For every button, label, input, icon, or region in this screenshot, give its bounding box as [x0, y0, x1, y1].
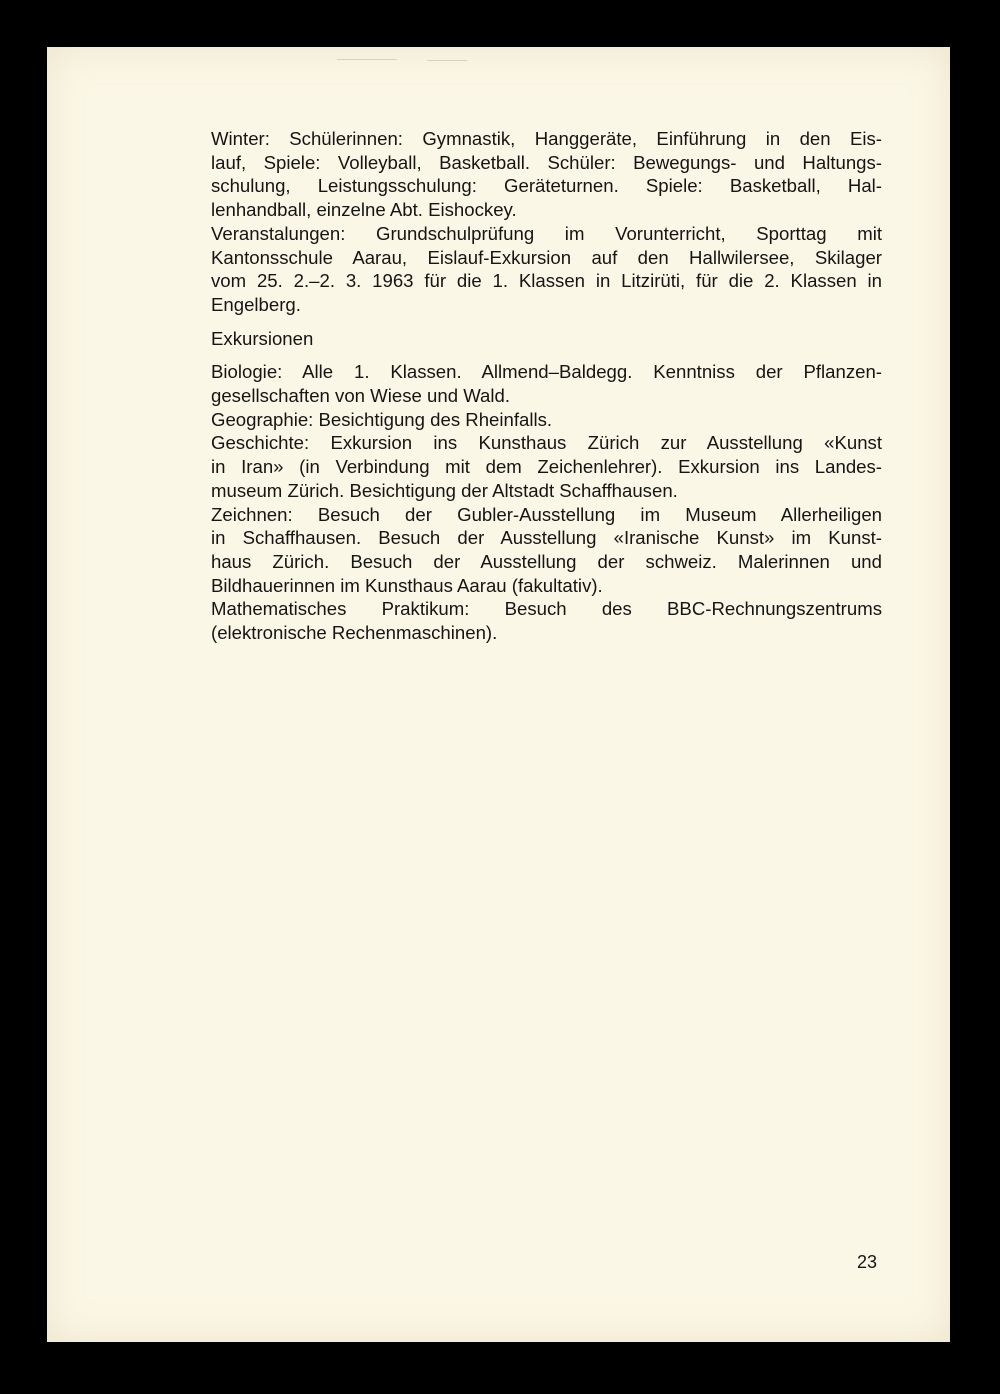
text-line: vom 25. 2.–2. 3. 1963 für die 1. Klassen in Litzirüti, für die 2. Klassen in — [211, 270, 882, 292]
scan-artifact — [427, 60, 467, 61]
text-line: (elektronische Rechenmaschinen). — [211, 622, 498, 644]
text-line: Veranstalungen: Grundschulprüfung im Vorunterricht, Sporttag mit — [211, 222, 882, 244]
text-line: lauf, Spiele: Volleyball, Basketball. Schüler: Bewegungs- und Haltungs- — [211, 151, 882, 173]
text-line: Geschichte: Exkursion ins Kunsthaus Zürich zur Ausstellung «Kunst — [211, 432, 882, 454]
text-line: Kantonsschule Aarau, Eislauf-Exkursion auf den Hallwilersee, Skilager — [211, 246, 882, 268]
text-line: Zeichnen: Besuch der Gubler-Ausstellung im Museum Allerheiligen — [211, 503, 882, 525]
text-line: Bildhauerinnen im Kunsthaus Aarau (fakultativ). — [211, 574, 603, 596]
text-line: Mathematisches Praktikum: Besuch des BBC-Rechnungszentrums — [211, 598, 882, 620]
text-line: Winter: Schülerinnen: Gymnastik, Hanggeräte, Einführung in den Eis- — [211, 128, 882, 149]
text-line: in Schaffhausen. Besuch der Ausstellung «Iranische Kunst» im Kunst- — [211, 527, 882, 549]
section-heading: Exkursionen — [211, 327, 314, 349]
document-page — [47, 47, 950, 1342]
text-line: Geographie: Besichtigung des Rheinfalls. — [211, 408, 553, 430]
scan-artifact — [337, 59, 397, 60]
text-line: schulung, Leistungsschulung: Geräteturnen. Spiele: Basketball, Hal- — [211, 175, 882, 197]
text-line: Engelberg. — [211, 293, 301, 315]
page-number: 23 — [857, 1252, 878, 1272]
document-body — [211, 127, 882, 645]
text-line: lenhandball, einzelne Abt. Eishockey. — [211, 199, 517, 221]
text-line: in Iran» (in Verbindung mit dem Zeichenlehrer). Exkursion ins Landes- — [211, 456, 882, 478]
text-line: Biologie: Alle 1. Klassen. Allmend–Baldegg. Kenntniss der Pflanzen- — [211, 361, 882, 383]
text-line: haus Zürich. Besuch der Ausstellung der schweiz. Malerinnen und — [211, 550, 882, 572]
text-line: gesellschaften von Wiese und Wald. — [211, 385, 511, 407]
text-line: museum Zürich. Besichtigung der Altstadt Schaffhausen. — [211, 479, 678, 501]
